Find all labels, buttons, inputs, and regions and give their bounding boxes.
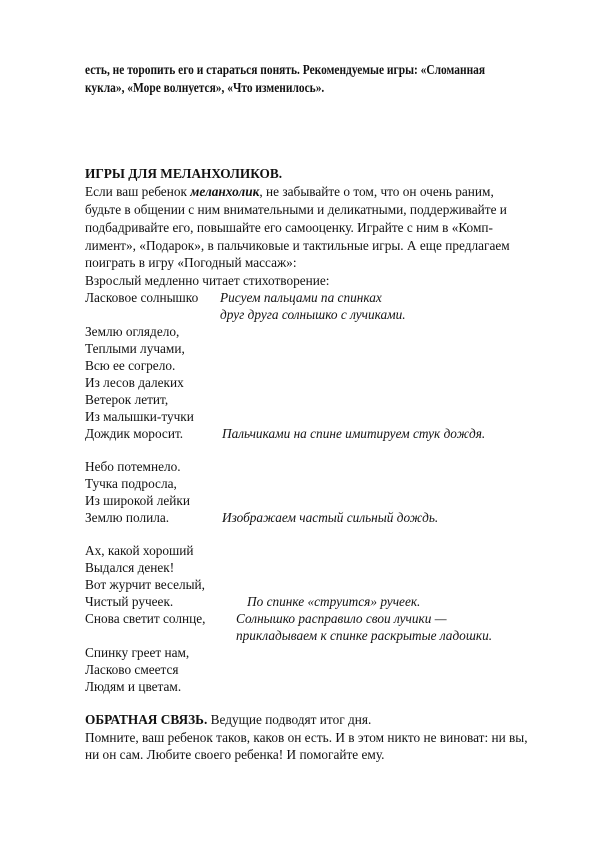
poem-line: Выдался денек!	[85, 560, 175, 575]
poem-line: Землю полила.	[85, 510, 170, 525]
emphasis-text: меланхолик	[190, 184, 260, 199]
poem-line: Ах, какой хороший	[85, 543, 194, 558]
text-span: кукла», «Море волнуется», «Что изменилось».	[85, 80, 325, 95]
poem-line: Ласково смеется	[85, 662, 179, 677]
text-span: , не забывайте о том, что он очень раним,	[259, 184, 494, 199]
paragraph-line: подбадривайте его, повышайте его самооценку. Играйте с ним в «Комп-	[85, 220, 493, 235]
poem-line: Из широкой лейки	[85, 493, 190, 508]
poem-line: Ветерок летит,	[85, 392, 169, 407]
poem-line: Вот журчит веселый,	[85, 577, 205, 592]
poem-note: Солнышко расправило свои лучики —	[236, 611, 447, 626]
paragraph-line: Помните, ваш ребенок таков, каков он есть. И в этом никто не виноват: ни вы,	[85, 730, 528, 745]
poem-line: Всю ее согрело.	[85, 358, 176, 373]
paragraph-line: будьте в общении с ним внимательными и деликатными, поддерживайте и	[85, 202, 507, 217]
poem-line: Тучка подросла,	[85, 476, 177, 491]
text-span: есть, не торопить его и стараться понять. Рекомендуемые игры: «Сломанная	[85, 62, 486, 77]
poem-note: Рисуем пальцами па спинках	[220, 290, 382, 305]
text-span: Если ваш ребенок	[85, 184, 191, 199]
text-line	[85, 80, 363, 96]
poem-note: Изображаем частый сильный дождь.	[222, 510, 439, 525]
text-span: Ведущие подводят итог дня.	[207, 712, 372, 727]
poem-line: Из лесов далеких	[85, 375, 184, 390]
poem-line: Небо потемнело.	[85, 459, 181, 474]
poem-note: прикладываем к спинке раскрытые ладошки.	[236, 628, 493, 643]
poem-line: Снова светит солнце,	[85, 611, 206, 626]
feedback-heading: ОБРАТНАЯ СВЯЗЬ.	[85, 712, 208, 727]
paragraph-line: ни он сам. Любите своего ребенка! И помогайте ему.	[85, 747, 385, 762]
poem-line: Дождик моросит.	[85, 426, 184, 441]
paragraph-line: лимент», «Подарок», в пальчиковые и тактильные игры. А еще предлагаем	[85, 238, 510, 253]
poem-line: Людям и цветам.	[85, 679, 182, 694]
section-heading: ИГРЫ ДЛЯ МЕЛАНХОЛИКОВ.	[85, 166, 283, 181]
poem-line: Землю оглядело,	[85, 324, 180, 339]
poem-line: Ласковое солнышко	[85, 290, 199, 305]
poem-note: Пальчиками на спине имитируем стук дождя.	[222, 426, 486, 441]
paragraph-line: поиграть в игру «Погодный массаж»:	[85, 255, 297, 270]
paragraph-line: Взрослый медленно читает стихотворение:	[85, 273, 330, 288]
poem-line: Из малышки-тучки	[85, 409, 194, 424]
poem-line: Теплыми лучами,	[85, 341, 185, 356]
poem-line: Спинку греет нам,	[85, 645, 190, 660]
poem-note: друг друга солнышко с лучиками.	[220, 307, 406, 322]
poem-line: Чистый ручеек.	[85, 594, 174, 609]
feedback-heading-line	[85, 712, 371, 728]
paragraph-line	[85, 184, 494, 200]
poem-note: По спинке «струится» ручеек.	[247, 594, 421, 609]
text-line	[85, 62, 550, 78]
